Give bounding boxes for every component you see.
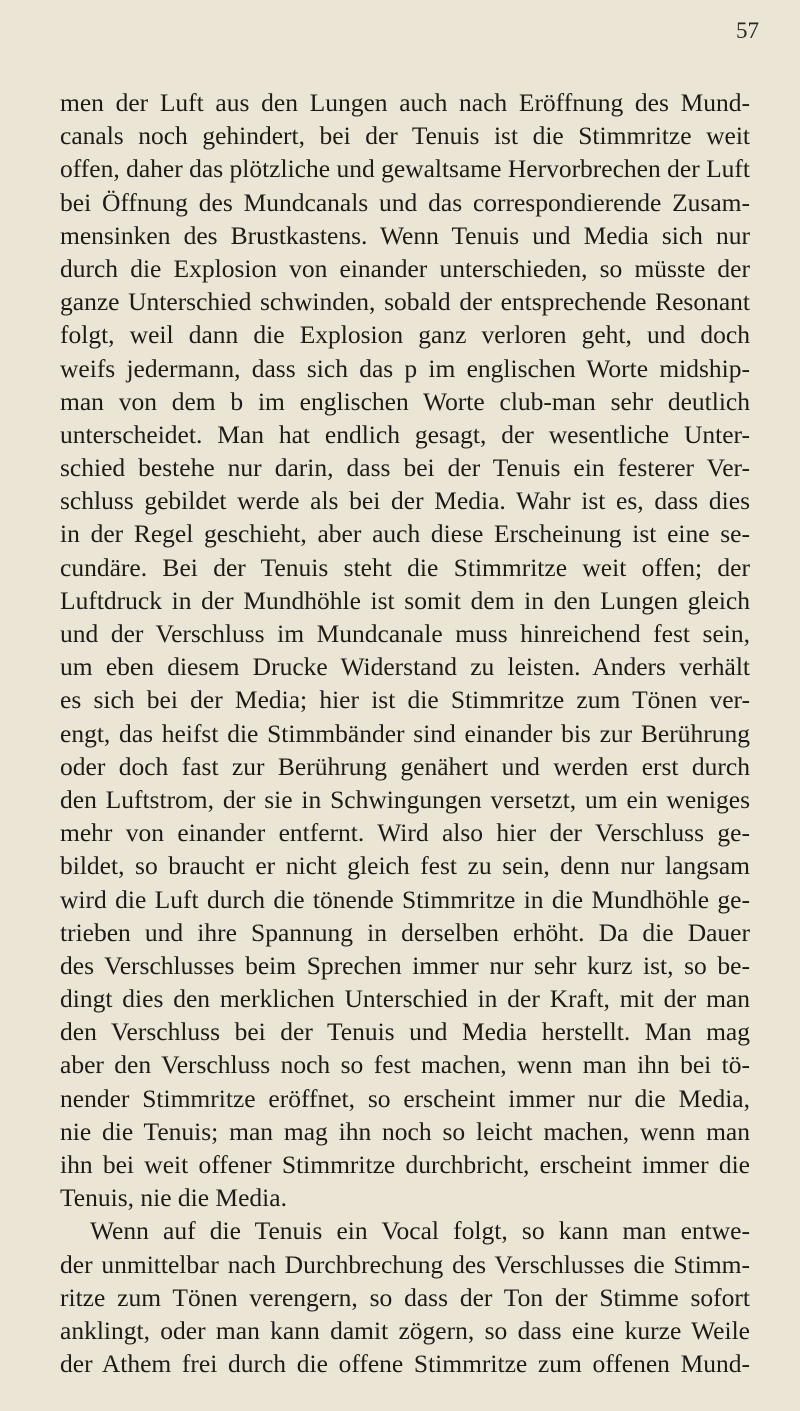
text-line: offen, daher das plötzliche und gewaltsame Hervorbrechen der Luft: [60, 154, 750, 184]
text-line: in der Regel geschieht, aber auch diese Erscheinung ist eine se-: [60, 519, 750, 549]
text-line: cundäre. Bei der Tenuis steht die Stimmritze weit offen; der: [60, 552, 750, 582]
body-text: [60, 86, 750, 1380]
text-line: canals noch gehindert, bei der Tenuis ist die Stimmritze weit: [60, 121, 750, 151]
text-line: Tenuis, nie die Media.: [60, 1183, 287, 1213]
text-line: engt, das heifst die Stimmbänder sind einander bis zur Berührung: [60, 718, 750, 748]
text-line: bildet, so braucht er nicht gleich fest zu sein, denn nur langsam: [60, 851, 750, 881]
page-number: 57: [736, 18, 759, 43]
text-line: bei Öffnung des Mundcanals und das correspondierende Zusam-: [60, 187, 750, 217]
text-line: dingt dies den merklichen Unterschied in der Kraft, mit der man: [60, 984, 750, 1014]
text-line: des Verschlusses beim Sprechen immer nur sehr kurz ist, so be-: [60, 950, 750, 980]
text-line: man von dem b im englischen Worte club-man sehr deutlich: [60, 386, 750, 416]
text-line: nie die Tenuis; man mag ihn noch so leicht machen, wenn man: [60, 1116, 750, 1146]
text-line: unterscheidet. Man hat endlich gesagt, der wesentliche Unter-: [60, 419, 750, 449]
text-line: ganze Unterschied schwinden, sobald der entsprechende Resonant: [60, 287, 750, 317]
text-line: wird die Luft durch die tönende Stimmritze in die Mundhöhle ge-: [60, 884, 750, 914]
text-line: schluss gebildet werde als bei der Media. Wahr ist es, dass dies: [60, 486, 750, 516]
text-line: mensinken des Brustkastens. Wenn Tenuis und Media sich nur: [60, 220, 750, 250]
text-line: Wenn auf die Tenuis ein Vocal folgt, so kann man entwe-: [90, 1216, 750, 1246]
text-line: schied bestehe nur darin, dass bei der Tenuis ein festerer Ver-: [60, 453, 750, 483]
text-line: der Athem frei durch die offene Stimmritze zum offenen Mund-: [60, 1349, 750, 1379]
text-line: aber den Verschluss noch so fest machen, wenn man ihn bei tö-: [60, 1050, 750, 1080]
text-line: trieben und ihre Spannung in derselben erhöht. Da die Dauer: [60, 917, 750, 947]
text-line: men der Luft aus den Lungen auch nach Eröffnung des Mund-: [60, 88, 750, 117]
text-line: und der Verschluss im Mundcanale muss hinreichend fest sein,: [60, 619, 750, 648]
text-line: oder doch fast zur Berührung genähert und werden erst durch: [60, 751, 750, 781]
text-line: nender Stimmritze eröffnet, so erscheint immer nur die Media,: [60, 1083, 750, 1113]
text-line: mehr von einander entfernt. Wird also hier der Verschluss ge-: [60, 818, 750, 848]
text-line: ritze zum Tönen verengern, so dass der Ton der Stimme sofort: [60, 1282, 750, 1312]
text-line: den Verschluss bei der Tenuis und Media herstellt. Man mag: [60, 1017, 750, 1047]
text-line: ihn bei weit offener Stimmritze durchbricht, erscheint immer die: [60, 1150, 750, 1179]
text-line: der unmittelbar nach Durchbrechung des Verschlusses die Stimm-: [60, 1249, 750, 1279]
text-line: durch die Explosion von einander unterschieden, so müsste der: [60, 253, 750, 283]
text-line: folgt, weil dann die Explosion ganz verloren geht, und doch: [60, 320, 750, 350]
text-line: weifs jedermann, dass sich das p im englischen Worte midship-: [60, 353, 750, 383]
text-line: um eben diesem Drucke Widerstand zu leisten. Anders verhält: [60, 652, 750, 682]
text-line: den Luftstrom, der sie in Schwingungen versetzt, um ein weniges: [60, 784, 750, 814]
text-line: es sich bei der Media; hier ist die Stimmritze zum Tönen ver-: [60, 685, 750, 715]
text-line: Luftdruck in der Mundhöhle ist somit dem in den Lungen gleich: [60, 585, 750, 615]
text-line: anklingt, oder man kann damit zögern, so dass eine kurze Weile: [60, 1315, 750, 1345]
